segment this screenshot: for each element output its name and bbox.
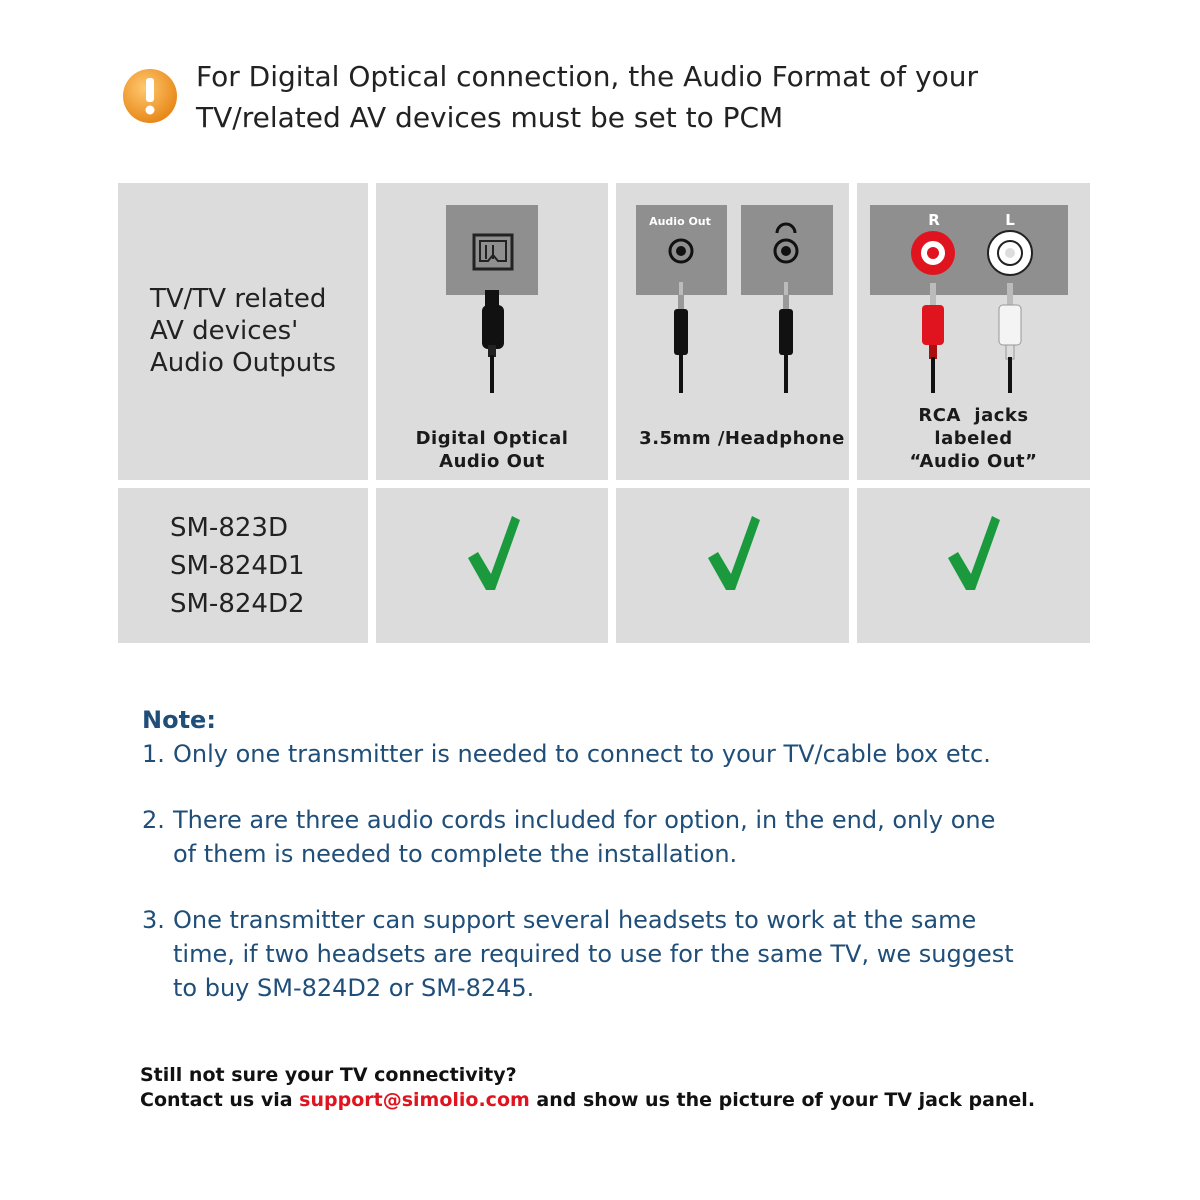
headphone-check-icon — [704, 512, 764, 592]
warning-line-2: TV/related AV devices must be set to PCM — [196, 101, 784, 134]
note-item — [142, 737, 1102, 771]
rca-left-label: L — [1005, 211, 1015, 229]
note-line: of them is needed to complete the installation. — [173, 840, 738, 868]
headphone-caption-line-1: 3.5mm /Headphone — [639, 428, 845, 449]
table-header-label — [150, 283, 365, 379]
optical-caption — [386, 427, 598, 473]
note-item — [142, 803, 1102, 871]
note-item — [142, 903, 1102, 1005]
notes-title: Note: — [142, 706, 216, 734]
footer-suffix: and show us the picture of your TV jack panel. — [529, 1089, 1036, 1111]
headphone-jack-icon — [636, 205, 836, 395]
model-list — [170, 509, 360, 623]
header-line-1: TV/TV related — [150, 284, 327, 314]
rca-caption-line-1: RCA jacks — [918, 405, 1029, 426]
support-email-link[interactable]: support@simolio.com — [299, 1089, 530, 1111]
exclamation-icon — [122, 68, 178, 124]
note-number: 2. — [142, 806, 165, 834]
note-number: 3. — [142, 906, 165, 934]
model-item: SM-824D1 — [170, 551, 305, 581]
note-line: Only one transmitter is needed to connect to your TV/cable box etc. — [173, 740, 991, 768]
note-number: 1. — [142, 740, 165, 768]
warning-line-1: For Digital Optical connection, the Audio Format of your — [196, 60, 978, 93]
note-line: There are three audio cords included for option, in the end, only one — [173, 806, 996, 834]
note-line: to buy SM-824D2 or SM-8245. — [173, 974, 535, 1002]
note-line: One transmitter can support several headsets to work at the same — [173, 906, 977, 934]
optical-check-icon — [464, 512, 524, 592]
rca-jack-icon — [870, 205, 1068, 395]
note-line: time, if two headsets are required to use for the same TV, we suggest — [173, 940, 1014, 968]
audio-out-panel-label: Audio Out — [649, 215, 711, 228]
footer-prefix: Contact us via — [140, 1089, 300, 1111]
footer-line-2 — [140, 1088, 1140, 1113]
rca-right-label: R — [928, 211, 940, 229]
model-item: SM-823D — [170, 513, 288, 543]
rca-caption — [867, 404, 1080, 473]
optical-caption-line-1: Digital Optical — [415, 428, 569, 449]
header-line-2: AV devices' — [150, 316, 299, 346]
rca-caption-line-2: labeled — [934, 428, 1013, 449]
optical-jack-icon — [446, 205, 538, 395]
footer-line-1: Still not sure your TV connectivity? — [140, 1064, 517, 1086]
headphone-caption — [626, 427, 858, 450]
optical-caption-line-2: Audio Out — [439, 451, 545, 472]
header-line-3: Audio Outputs — [150, 348, 337, 378]
contact-footer — [140, 1063, 1140, 1113]
rca-caption-line-3: “Audio Out” — [909, 451, 1038, 472]
model-item: SM-824D2 — [170, 589, 305, 619]
rca-check-icon — [944, 512, 1004, 592]
warning-text — [196, 56, 1096, 138]
notes-section — [142, 703, 1102, 1005]
